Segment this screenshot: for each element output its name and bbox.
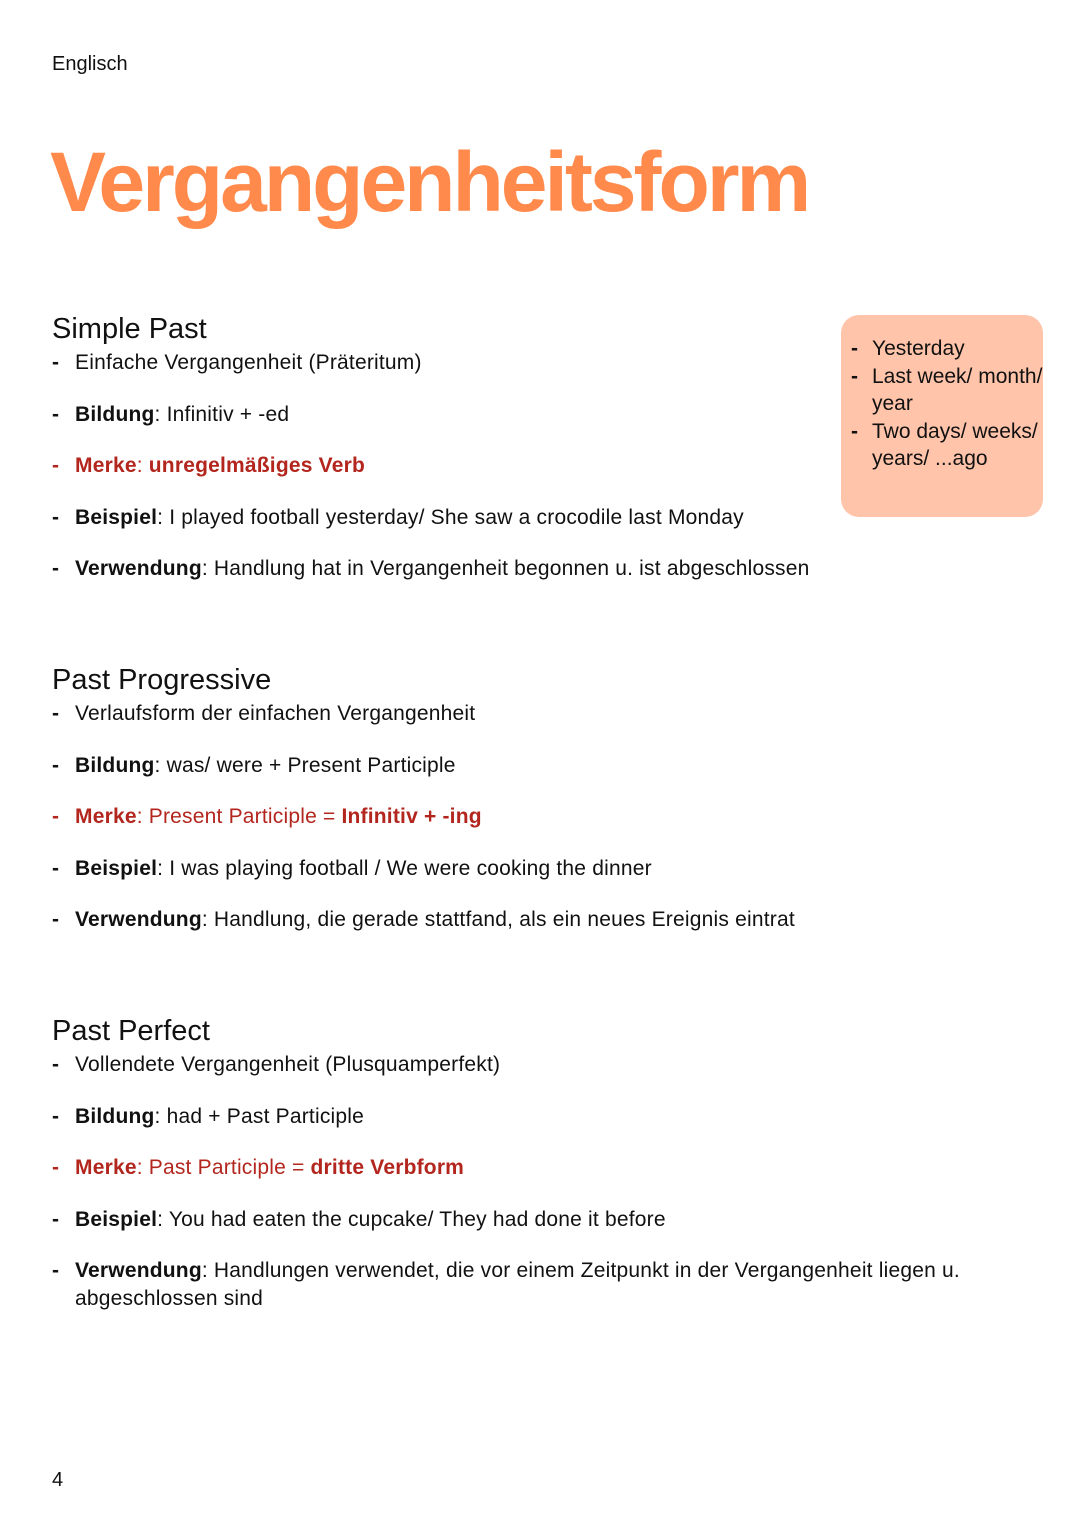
bullet-dash: - [52, 908, 60, 931]
bullet-item [52, 906, 1032, 958]
bullet-item [52, 1257, 1032, 1313]
signal-word: - Two days/ weeks/ years/ ...ago [851, 419, 1038, 470]
item-label: Verwendung [75, 557, 202, 580]
bullet-dash: - [52, 805, 60, 828]
item-label: Bildung [75, 1104, 155, 1128]
item-text: : Handlung, die gerade stattfand, als ein neues Ereignis eintrat [201, 908, 795, 931]
section-heading: Simple Past [52, 313, 207, 345]
bullet-item [52, 349, 1032, 401]
bullet-item [52, 504, 1032, 556]
bullet-dash: - [52, 1156, 60, 1179]
item-label: Verwendung [75, 908, 202, 931]
item-text: : I played football yesterday/ She saw a crocodile last Monday [157, 505, 744, 529]
bullet-item [52, 1103, 1032, 1155]
section-simple-past [52, 309, 1032, 607]
item-text: : Past Participle = [136, 1156, 311, 1179]
item-text: Vollendete Vergangenheit (Plusquamperfekt) [75, 1053, 501, 1076]
item-label: Bildung [75, 753, 155, 777]
item-label: Merke [75, 1156, 137, 1179]
bullet-item [52, 401, 1032, 453]
item-text: : Present Participle = [136, 805, 342, 828]
item-emphasis: dritte Verbform [310, 1156, 465, 1179]
bullet-dash: - [52, 1053, 60, 1076]
bullet-item [52, 855, 1032, 907]
item-label: Merke [75, 805, 137, 828]
page-title: Vergangenheitsform [50, 135, 809, 229]
item-label: Beispiel [75, 856, 158, 880]
bullet-dash: - [52, 1259, 60, 1282]
item-text: Verlaufsform der einfachen Vergangenheit [75, 702, 476, 725]
section-heading: Past Progressive [52, 664, 272, 696]
bullet-dash: - [52, 753, 60, 777]
bullet-dash: - [52, 402, 60, 426]
bullet-item [52, 803, 1032, 855]
item-label: Beispiel [75, 505, 158, 529]
bullet-item [52, 1051, 1032, 1103]
bullet-dash: - [52, 1104, 60, 1128]
page-number: 4 [52, 1469, 64, 1491]
bullet-item [52, 1154, 1032, 1206]
bullet-item [52, 1206, 1032, 1258]
item-text: : You had eaten the cupcake/ They had done it before [157, 1207, 666, 1231]
item-emphasis: unregelmäßiges Verb [148, 454, 365, 477]
item-text: : had + Past Participle [154, 1104, 365, 1128]
bullet-dash: - [52, 702, 60, 725]
item-text: : Handlung hat in Vergangenheit begonnen u. ist abgeschlossen [201, 557, 810, 580]
item-text: : I was playing football / We were cooking the dinner [157, 856, 652, 880]
bullet-item [52, 700, 1032, 752]
subject-label: Englisch [52, 53, 128, 75]
item-text: : Infinitiv + -ed [154, 402, 290, 426]
bullet-dash: - [52, 856, 60, 880]
bullet-item [52, 752, 1032, 804]
bullet-dash: - [52, 557, 60, 580]
section-heading: Past Perfect [52, 1015, 210, 1047]
bullet-dash: - [52, 351, 60, 374]
signal-word: - Yesterday [851, 337, 965, 360]
item-label: Beispiel [75, 1207, 158, 1231]
item-label: Verwendung [75, 1259, 202, 1282]
item-text: Einfache Vergangenheit (Präteritum) [75, 351, 422, 374]
item-text: : [136, 454, 149, 477]
item-label: Bildung [75, 402, 155, 426]
bullet-dash: - [52, 1207, 60, 1231]
item-emphasis: Infinitiv + -ing [341, 805, 482, 828]
bullet-item [52, 555, 1032, 607]
item-text: : was/ were + Present Participle [154, 753, 456, 777]
section-past-perfect [52, 1011, 1032, 1313]
item-label: Merke [75, 454, 137, 477]
signal-word: - Last week/ month/ year [851, 364, 1043, 415]
bullet-dash: - [52, 454, 60, 477]
section-past-progressive [52, 660, 1032, 958]
bullet-item [52, 452, 1032, 504]
item-text: : Handlungen verwendet, die vor einem Zeitpunkt in der Vergangenheit liegen u. abgeschlossen sind [75, 1259, 960, 1310]
bullet-dash: - [52, 505, 60, 529]
